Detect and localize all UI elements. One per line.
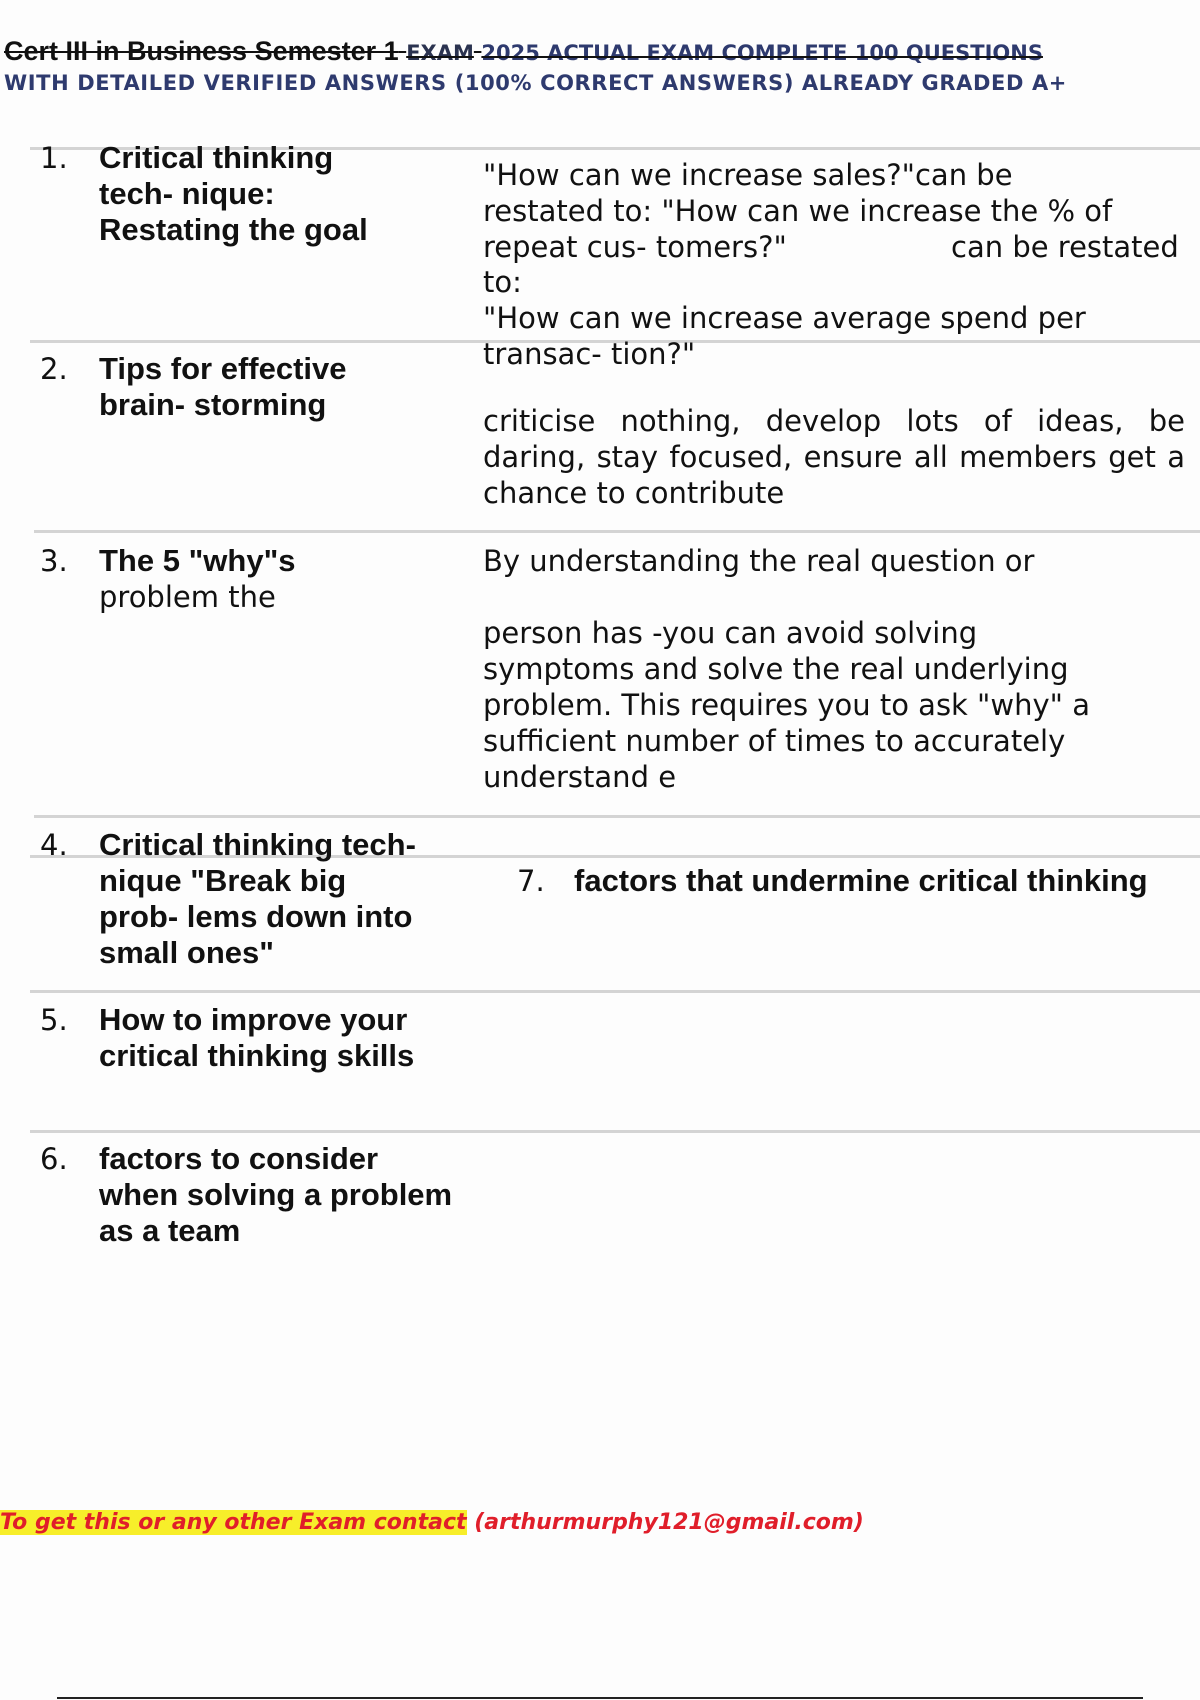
term-line: Restating the goal [99, 212, 368, 247]
answer-line: can be restated [951, 230, 1179, 264]
document-title-line1 [4, 36, 1200, 67]
question-term [99, 140, 479, 248]
question-term: factors that undermine critical thinking [574, 863, 1148, 898]
term-line: as a team [99, 1213, 241, 1248]
question-term [99, 351, 479, 423]
term-line: small ones" [99, 935, 274, 970]
question-term [99, 543, 479, 615]
document-title-line2: WITH DETAILED VERIFIED ANSWERS (100% CORRECT ANSWERS) ALREADY GRADED A+ [4, 71, 1067, 95]
question-number: 6. [40, 1142, 68, 1176]
page-bottom-rule [57, 1697, 1143, 1699]
question-number: 7. [517, 864, 545, 898]
answer-text: criticise nothing, develop lots of ideas, be daring, stay focused, ensure all members get a chance to contribute [483, 404, 1185, 510]
answer-line: restated to: "How can we increase the % of [483, 194, 1113, 228]
answer-line: symptoms and solve the real underlying [483, 652, 1069, 686]
term-line: brain- storming [99, 387, 327, 422]
term-line: Tips for effective [99, 351, 347, 386]
answer-line: problem. This requires you to ask "why" a [483, 688, 1090, 722]
answer-line: repeat cus- tomers?" [483, 230, 787, 264]
term-line: critical thinking skills [99, 1038, 415, 1073]
question-number: 3. [40, 544, 68, 578]
question-number: 5. [40, 1003, 68, 1037]
term-line: nique "Break big [99, 863, 347, 898]
answer-line: person has -you can avoid solving [483, 616, 978, 650]
question-number: 4. [40, 828, 68, 862]
term-line: Critical thinking tech- [99, 827, 416, 862]
title-course: Cert III in Business Semester 1 [4, 36, 399, 66]
term-line: factors to consider [99, 1141, 379, 1176]
answer-line: "How can we increase sales?"can be [483, 158, 1013, 192]
question-term [99, 827, 479, 971]
answer-line: transac- tion?" [483, 337, 696, 371]
row-divider [30, 1130, 1200, 1133]
title-exam-detail: 2025 ACTUAL EXAM COMPLETE 100 QUESTIONS [481, 41, 1043, 65]
term-line: Critical thinking [99, 140, 334, 175]
answer-line: "How can we increase average spend per [483, 301, 1086, 335]
term-line: prob- lems down into [99, 899, 413, 934]
question-number: 2. [40, 352, 68, 386]
question-number: 1. [40, 141, 68, 175]
footer-contact [0, 1510, 864, 1535]
question-term [99, 1141, 499, 1249]
footer-highlight-text: To get this or any other Exam contact [0, 1510, 467, 1535]
footer-email[interactable]: (arthurmurphy121@gmail.com) [474, 1510, 864, 1535]
answer-line: to: [483, 265, 522, 299]
answer-line: sufficient number of times to accurately [483, 724, 1066, 758]
row-divider [34, 815, 1200, 818]
term-line: when solving a problem [99, 1177, 453, 1212]
term-line: The 5 "why"s [99, 543, 296, 578]
row-divider [34, 530, 1200, 533]
title-exam: EXAM [406, 41, 474, 65]
question-term [99, 1002, 499, 1074]
row-divider [30, 990, 1200, 993]
answer-line: understand e [483, 760, 677, 794]
term-line: tech- nique: [99, 176, 275, 211]
term-line: How to improve your [99, 1002, 408, 1037]
answer-line: By understanding the real question or [483, 544, 1035, 578]
term-line-plain: problem the [99, 580, 276, 614]
